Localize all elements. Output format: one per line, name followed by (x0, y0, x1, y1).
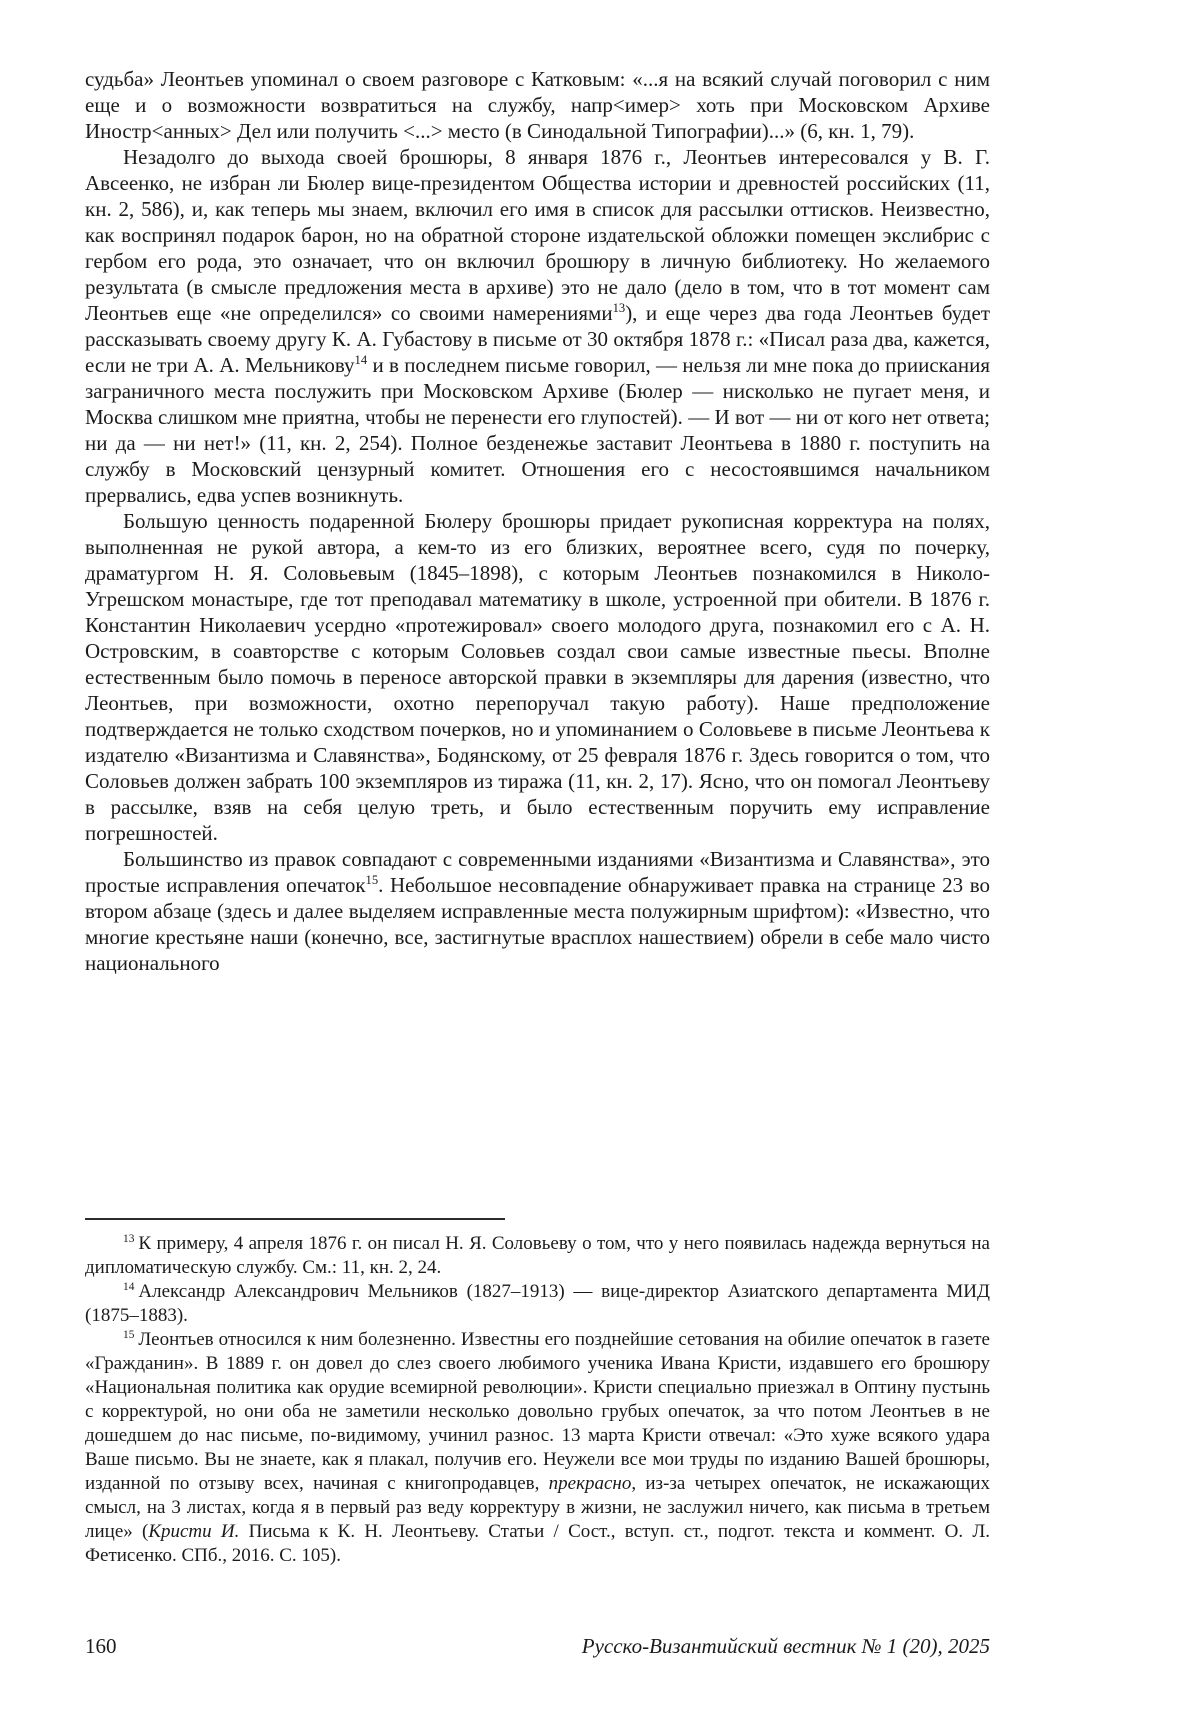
footnote-italic-text: прекрасно (548, 1473, 632, 1494)
paragraph (85, 846, 990, 976)
footnote-marker-14: 14 (354, 353, 368, 367)
page-number: 160 (85, 1634, 117, 1658)
paragraph (85, 508, 990, 846)
paragraph-text: . Небольшое несовпадение обнаруживает правка на странице 23 во втором абзаце (здесь и далее выделяем исправленные места полужирным шрифтом): «Известно, что многие крестьяне наши (конечно, все, застигнутые врасплох нашествием) обрели в себе мало чисто национального (85, 873, 990, 975)
paragraph (85, 144, 990, 508)
paragraph-continuation (85, 66, 990, 144)
paragraph-text: Большую ценность подаренной Бюлеру брошюры придает рукописная корректура на полях, выполненная не рукой автора, а кем-то из его близких, вероятнее всего, судя по почерку, драматургом Н. Я. Соловьевым (1845–1898), с которым Леонтьев познакомился в Николо-Угрешском монастыре, где тот преподавал математику в школе, устроенной при обители. В 1876 г. Константин Николаевич усердно «протежировал» своего молодого друга, познакомил его с А. Н. Островским, в соавторстве с которым Соловьев создал свои самые известные пьесы. Вполне естественным было помочь в переносе авторской правки в экземпляры для дарения (известно, что Леонтьев, при возможности, охотно перепоручал такую работу). Наше предположение подтверждается не только сходством почерков, но и упоминанием о Соловьеве в письме Леонтьева к издателю «Византизма и Славянства», Бодянскому, от 25 февраля 1876 г. Здесь говорится о том, что Соловьев должен забрать 100 экземпляров из тиража (11, кн. 2, 17). Ясно, что он помогал Леонтьеву в рассылке, взяв на себя целую треть, и было естественным поручить ему исправление погрешностей. (85, 509, 990, 845)
footnote-text: , из-за четырех опечаток, не искажающих смысл, на 3 листах, когда я в первый раз веду корректуру в жизни, не заслужил ничего, как письма в третьем лице» ( (85, 1473, 990, 1542)
footnote-text: Александр Александрович Мельников (1827–1913) — вице-директор Азиатского департамента МИД (1875–1883). (85, 1281, 990, 1326)
paragraph-text: Большинство из правок совпадают с современными изданиями «Византизма и Славянства», это простые исправления опечаток (85, 847, 990, 897)
footnote-14-marker: 14 (123, 1280, 135, 1293)
footnote-14 (85, 1280, 990, 1328)
paragraph-text: и в последнем письме говорил, — нельзя ли мне пока до приискания заграничного места послужить при Московском Архиве (Бюлер — нисколько не пугает меня, и Москва слишком мне приятна, чтобы не перенести его глупостей). — И вот — ни от кого нет ответа; ни да — ни нет!» (11, кн. 2, 254). Полное безденежье заставит Леонтьева в 1880 г. поступить на службу в Московский цензурный комитет. Отношения его с несостоявшимся начальником прервались, едва успев возникнуть. (85, 353, 990, 507)
footnote-13 (85, 1232, 990, 1280)
paragraph-text: судьба» Леонтьев упоминал о своем разговоре с Катковым: «...я на всякий случай поговорил с ним еще и о возможности возвратиться на службу, напр<имер> хоть при Московском Архиве Иностр<анных> Дел или получить <...> место (в Синодальной Типографии)...» (6, кн. 1, 79). (85, 67, 990, 143)
footnote-15 (85, 1328, 990, 1568)
footnote-citation-author: Кристи И. (148, 1521, 240, 1542)
paragraph-text: Незадолго до выхода своей брошюры, 8 января 1876 г., Леонтьев интересовался у В. Г. Авсеенко, не избран ли Бюлер вице-президентом Общества истории и древностей российских (11, кн. 2, 586), и, как теперь мы знаем, включил его имя в список для рассылки оттисков. Неизвестно, как воспринял подарок барон, но на обратной стороне издательской обложки помещен экслибрис с гербом его рода, это означает, что он включил брошюру в личную библиотеку. Но желаемого результата (в смысле предложения места в архиве) это не дало (дело в том, что в тот момент сам Леонтьев еще «не определился» со своими намерениями (85, 145, 990, 325)
paragraph-text: ), и еще через два года Леонтьев будет рассказывать своему другу К. А. Губастову в письме от 30 октября 1878 г.: «Писал раза два, кажется, если не три А. А. Мельникову (85, 301, 990, 377)
footnote-13-marker: 13 (123, 1232, 135, 1245)
body-text-block (85, 66, 990, 976)
page-footer (85, 1634, 990, 1659)
footnote-15-marker: 15 (123, 1328, 135, 1341)
footnote-separator (85, 1218, 505, 1220)
journal-title: Русско-Византийский вестник № 1 (20), 2025 (581, 1634, 990, 1658)
footnote-text: Письма к К. Н. Леонтьеву. Статьи / Сост., вступ. ст., подгот. текста и коммент. О. Л. Фетисенко. СПб., 2016. С. 105). (85, 1521, 990, 1566)
footnotes-block (85, 1218, 990, 1568)
footnote-marker-15: 15 (365, 873, 379, 887)
footnote-text: К примеру, 4 апреля 1876 г. он писал Н. Я. Соловьеву о том, что у него появилась надежда вернуться на дипломатическую службу. См.: 11, кн. 2, 24. (85, 1233, 990, 1278)
footnote-marker-13: 13 (612, 301, 626, 315)
footnote-text: Леонтьев относился к ним болезненно. Известны его позднейшие сетования на обилие опечаток в газете «Гражданин». В 1889 г. он довел до слез своего любимого ученика Ивана Кристи, издавшего его брошюру «Национальная политика как орудие всемирной революции». Кристи специально приезжал в Оптину пустынь с корректурой, но они оба не заметили несколько довольно грубых опечаток, за что потом Леонтьев в не дошедшем до нас письме, по-видимому, учинил разнос. 13 марта Кристи отвечал: «Это хуже всякого удара Ваше письмо. Вы не знаете, как я плакал, получив его. Неужели все мои труды по изданию Вашей брошюры, изданной по отзыву всех, начиная с книгопродавцев, (85, 1329, 990, 1494)
